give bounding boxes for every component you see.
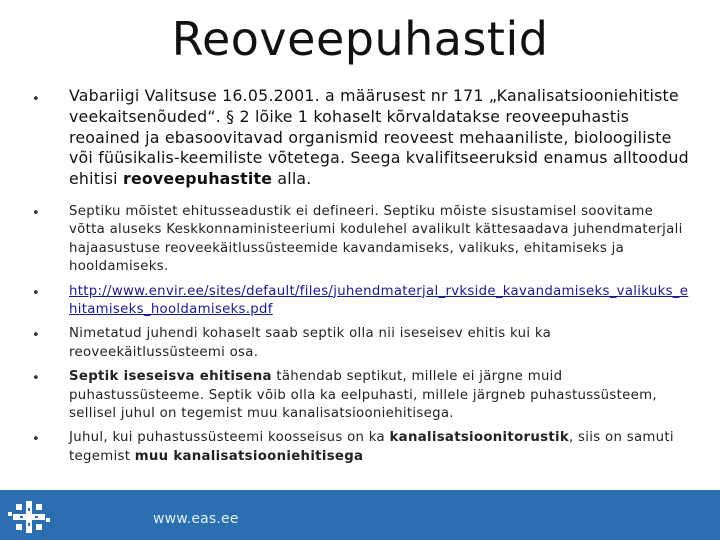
bullet-text: Vabariigi Valitsuse 16.05.2001. a määrusest nr 171 „Kanalisatsiooniehitiste veekaitsenõuded“. § 2 lõike 1 kohaselt kõrvaldatakse reoveepuhastis reoained ja ebasoovitavad organismid reoveest mehaaniliste, bioloogiliste või füüsikalis-keemiliste võtetega. Seega kvalifitseeruksid enamus alltoodud ehitisi bbox=[69, 86, 689, 189]
footer-bar bbox=[0, 490, 720, 540]
bullet-item-septic-definition bbox=[32, 203, 692, 277]
guide-pdf-link[interactable]: http://www.envir.ee/sites/default/files/juhendmaterjal_rvkside_kavandamiseks_valikuks_ehitamiseks_hooldamiseks.pdf bbox=[69, 283, 689, 318]
bullet-dot-icon: • bbox=[32, 205, 40, 221]
bullet-item-link bbox=[32, 283, 692, 320]
bullet-dot-icon: • bbox=[32, 371, 40, 387]
bullet-bold-text: muu kanalisatsiooniehitisega bbox=[134, 448, 364, 464]
bullet-text: Septiku mõistet ehitusseadustik ei defineeri. Septiku mõiste sisustamisel soovitame võtta aluseks Keskkonnaministeeriumi kodulehel avalikult kättesaadava juhendmaterjali hajaasustuse reoveekäitlussüsteemide kavandamiseks, valikuks, ehitamiseks ja hooldamiseks. bbox=[69, 203, 683, 275]
eas-snowflake-logo-icon bbox=[5, 497, 53, 537]
bullet-item-sewer-pipeline bbox=[32, 429, 692, 466]
bullet-text: Juhul, kui puhastussüsteemi koosseisus on ka bbox=[69, 430, 390, 446]
bullet-dot-icon: • bbox=[32, 328, 40, 344]
bullet-bold-text: Septik iseseisva ehitisena bbox=[69, 369, 272, 385]
bullet-item-guide bbox=[32, 325, 692, 362]
bullet-dot-icon: • bbox=[32, 285, 40, 301]
bullet-text: tähendab septikut, millele ei järgne muid puhastussüsteeme. Septik võib olla ka eelpuhasti, millele järgneb puhastussüsteem, sellisel juhul on tegemist muu kanalisatsiooniehitisega. bbox=[69, 369, 657, 422]
footer-url: www.eas.ee bbox=[153, 511, 239, 527]
bullet-text: , siis on samuti tegemist bbox=[69, 430, 674, 464]
bullet-dot-icon: • bbox=[32, 432, 40, 448]
bullet-dot-icon: • bbox=[32, 92, 40, 107]
bullet-text-end: alla. bbox=[272, 169, 312, 189]
bullet-list bbox=[32, 86, 692, 466]
bullet-bold-text: kanalisatsioonitorustik bbox=[389, 430, 569, 446]
bullet-text: Nimetatud juhendi kohaselt saab septik olla nii iseseisev ehitis kui ka reoveekäitlussüsteemi osa. bbox=[69, 326, 552, 360]
bullet-item-standalone-septic bbox=[32, 368, 692, 423]
slide-title: Reoveepuhastid bbox=[171, 12, 549, 66]
bullet-item-regulation bbox=[32, 86, 692, 190]
bullet-bold-text: reoveepuhastite bbox=[122, 169, 273, 189]
